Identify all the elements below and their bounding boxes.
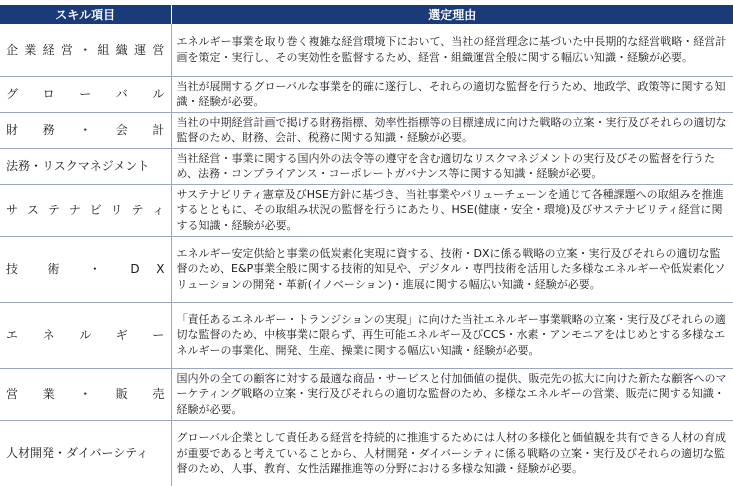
skill-cell [0, 112, 171, 148]
skill-label: 営 業 ・ 販 売 [6, 387, 165, 401]
skill-cell [0, 184, 171, 236]
reason-cell [171, 76, 733, 112]
skill-cell [0, 76, 171, 112]
skills-table [0, 5, 733, 486]
reason-text: グローバル企業として責任ある経営を持続的に推進するためには人材の多様化と価値観を共有できる人材の育成が重要であると考えていることから、人材開発・ダイバーシティに係る戦略の立案・実行及びそれらの適切な監督のため、人事、教育、女性活躍推進等の分野における多様な知識・経験が必要。 [176, 431, 726, 475]
table-row [0, 302, 733, 368]
reason-cell [171, 420, 733, 486]
skill-label: 企 業 経 営 ・ 組 織 運 営 [6, 42, 165, 57]
table-row [0, 112, 733, 148]
skill-cell [0, 368, 171, 420]
skill-cell [0, 148, 171, 184]
reason-text: サステナビリティ憲章及びHSE方針に基づき、当社事業やバリューチェーンを通じて各種課題への取組みを推進するとともに、その取組み状況の監督を行うにあたり、HSE(健康・安全・環境)及びサステナビリティ経営に関する知識・経験が必要。 [176, 187, 724, 232]
table-body [0, 24, 733, 486]
skill-label: エ ネ ル ギ ー [6, 328, 165, 342]
reason-text: 当社が展開するグローバルな事業を的確に遂行し、それらの適切な監督を行うため、地政学、政策等に関する知識・経験が必要。 [176, 79, 726, 108]
reason-text: 当社経営・事業に関する国内外の法令等の遵守を含む適切なリスクマネジメントの実行及びその監督を行うため、法務・コンプライアンス・コーポレートガバナンス等に関する知識・経験が必要。 [176, 151, 715, 180]
table-row [0, 76, 733, 112]
skill-label: グ ロ ー バ ル [6, 87, 165, 101]
skill-label: 人材開発・ダイバーシティ [6, 446, 149, 461]
skill-cell [0, 302, 171, 368]
reason-column-header: 選定理由 [171, 5, 733, 24]
reason-cell [171, 148, 733, 184]
reason-cell [171, 184, 733, 236]
table-row [0, 184, 733, 236]
skill-cell [0, 24, 171, 76]
skill-cell [0, 420, 171, 486]
skill-label: 法務・リスクマネジメント [6, 159, 150, 173]
reason-text: エネルギー事業を取り巻く複雑な経営環境下において、当社の経営理念に基づいた中長期的な経営戦略・経営計画を策定・実行し、その実効性を監督するため、経営・組織運営全般に関する幅広い知識・経験が必要。 [176, 35, 727, 64]
reason-cell [171, 24, 733, 76]
reason-cell [171, 302, 733, 368]
reason-cell [171, 236, 733, 302]
skill-cell [0, 236, 171, 302]
skill-column-header: スキル項目 [0, 5, 171, 24]
table-header [0, 5, 733, 24]
reason-cell [171, 112, 733, 148]
skill-label: 技 術 ・ D X [6, 262, 165, 276]
table-row [0, 368, 733, 420]
reason-text: エネルギー安定供給と事業の低炭素化実現に資する、技術・DXに係る戦略の立案・実行及びそれらの適切な監督のため、E&P事業全般に関する技術的知見や、デジタル・専門技術を活用した多様なエネルギーや低炭素化ソリューションの開発・革新(イノベーション)・進展に関する幅広い知識・経験が必要。 [176, 246, 726, 291]
reason-cell [171, 368, 733, 420]
table-row [0, 148, 733, 184]
reason-text: 「責任あるエネルギー・トランジションの実現」に向けた当社エネルギー事業戦略の立案・実行及びそれらの適切な監督のため、中核事業に限らず、再生可能エネルギー及びCCS・水素・アンモニアをはじめとする多様なエネルギーの事業化、開発、生産、操業に関する幅広い知識・経験が必要。 [176, 312, 726, 357]
table-row [0, 24, 733, 76]
skill-label: 財 務 ・ 会 計 [6, 123, 165, 137]
reason-text: 当社の中期経営計画で掲げる財務指標、効率性指標等の目標達成に向けた戦略の立案・実行及びそれらの適切な監督のため、財務、会計、税務に関する知識・経験が必要。 [176, 115, 727, 144]
table-row [0, 420, 733, 486]
table-row [0, 236, 733, 302]
reason-text: 国内外の全ての顧客に対する最適な商品・サービスと付加価値の提供、販売先の拡大に向けた新たな顧客へのマーケティング戦略の立案・実行及びそれらの適切な監督のため、多様なエネルギーの営業、販売に関する知識・経験が必要。 [176, 371, 727, 416]
skill-label: サ ス テ ナ ビ リ テ ィ [6, 203, 165, 217]
